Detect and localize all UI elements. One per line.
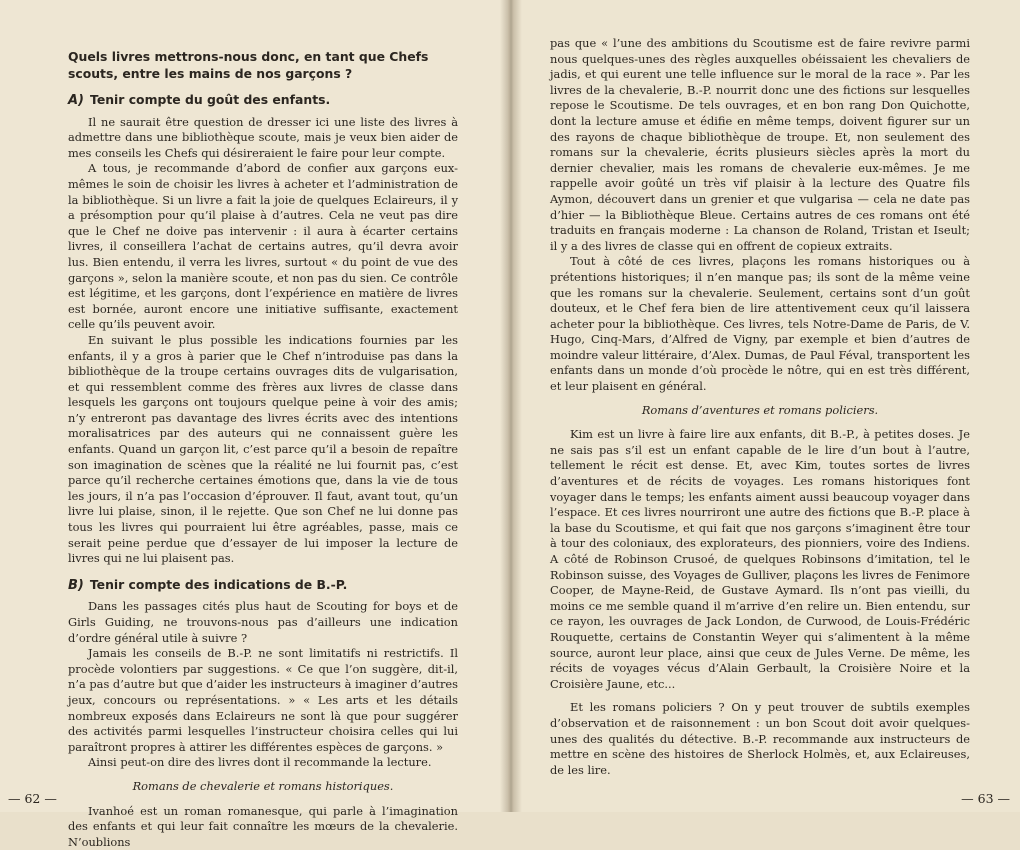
paragraph: En suivant le plus possible les indications fournies par les enfants, il y a gros à parier que le Chef n’introduise pas dans la bibliothèque de la troupe certains ouvrages dits de vulgarisation, et qui ressemblent comme des frères aux livres de classe dans lesquels les garçons ont toujours quelque peine à voir des amis; n’y entreront pas davantage des livres écrits avec des intentions moralisatrices par des auteurs qui ne connaissent guère les enfants. Quand un garçon lit, c’est parce qu’il a besoin de repaître son imagination de scènes que la réalité ne lui fournit pas, c’est parce qu’il recherche certaines émotions que, dans la vie de tous les jours, il n’a pas l’occasion d’éprouver. Il faut, avant tout, qu’un livre lui plaise, sinon, il le rejette. Que son Chef ne lui donne pas tous les livres qui pourraient lui être agréables, passe, mais ce serait peine perdue que d’essayer de lui imposer la lecture de livres qui ne lui plaisent pas.	[68, 332, 458, 566]
section-b-marker: B)	[68, 577, 84, 593]
book-gutter	[500, 0, 522, 812]
page-number: — 63 —	[961, 791, 1010, 806]
section-a-marker: A)	[68, 93, 85, 108]
paragraph: Et les romans policiers ? On y peut trouver de subtils exemples d’observation et de raisonnement : un bon Scout doit avoir quelques-unes des qualités du détective. B.-P. recommande aux instructeurs de mettre en scène des histoires de Sherlock Holmès, et, aux Eclaireuses, de les lire.	[550, 700, 970, 777]
section-b-heading	[68, 577, 458, 594]
paragraph: Ainsi peut-on dire des livres dont il recommande la lecture.	[88, 755, 432, 770]
right-page	[510, 0, 1020, 812]
paragraph: Il ne saurait être question de dresser ici une liste des livres à admettre dans une bibliothèque scoute, mais je veux bien aider de mes conseils les Chefs qui désireraient le faire pour leur compte.	[68, 114, 458, 160]
paragraph: Kim est un livre à faire lire aux enfants, dit B.-P., à petites doses. Je ne sais pas s’il est un enfant capable de le lire d’un bout à l’autre, tellement le récit est dense. Et, avec Kim, toutes sortes de livres d’aventures et de récits de voyages. Les romans historiques font voyager dans le temps; les enfants aiment aussi beaucoup voyager dans l’espace. Et ces livres nourriront une autre des fictions que B.-P. place à la base du Scoutisme, et qui fait que nos garçons s’imaginent être tour à tour des coloniaux, des explorateurs, des pionniers, voire des Indiens. A côté de Robinson Crusoé, de quelques Robinsons d’imitation, tel le Robinson suisse, des Voyages de Gulliver, plaçons les livres de Fenimore Cooper, de Mayne-Reid, de Gustave Aymard. Ils n’ont pas vieilli, du moins ce me semble quand il m’arrive d’en relire un. Bien entendu, sur ce rayon, les ouvrages de Jack London, de Curwood, de Louis-Frédéric Rouquette, certains de Constantin Weyer qui s’alimentent à la même source, auront leur place, ainsi que ceux de Jules Verne. De même, les récits de voyages vécus d’Alain Gerbault, la Croisière Noire et la Croisière Jaune, etc...	[550, 427, 970, 691]
paragraph: Dans les passages cités plus haut de Scouting for boys et de Girls Guiding, ne trouvons-nous pas d’ailleurs une indication d’ordre général utile à suivre ?	[68, 599, 458, 645]
section-a-title: Tenir compte du goût des enfants.	[90, 92, 331, 107]
chapter-question: Quels livres mettrons-nous donc, en tant que Chefs scouts, entre les mains de nos garçons ?	[68, 49, 429, 81]
left-page-text	[68, 38, 458, 850]
right-page-text	[550, 36, 970, 778]
subheading: Romans d’aventures et romans policiers.	[641, 402, 879, 417]
section-a-heading	[68, 92, 458, 109]
left-page	[0, 0, 508, 849]
paragraph: pas que « l’une des ambitions du Scoutisme est de faire revivre parmi nous quelques-unes des règles auxquelles obéissaient les chevaliers de jadis, et qui eurent une telle influence sur le moral de la race ». Par les livres de la chevalerie, B.-P. nourrit donc une des fictions sur lesquelles repose le Scoutisme. De tels ouvrages, et en bon rang Don Quichotte, dont la lecture amuse et édifie en même temps, doivent figurer sur un des rayons de chaque bibliothèque de troupe. Et, non seulement des romans sur la chevalerie, écrits plusieurs siècles après la mort du dernier chevalier, mais les romans de chevalerie eux-mêmes. Je me rappelle avoir goûté un très vif plaisir à la lecture des Quatre fils Aymon, découvert dans un grenier et que vulgarisa — cela ne date pas d’hier — la Bibliothèque Bleue. Certains autres de ces romans ont été traduits en français moderne : La chanson de Roland, Tristan et Iseult; il y a des livres de classe qui en offrent de copieux extraits.	[550, 36, 970, 253]
paragraph: A tous, je recommande d’abord de confier aux garçons eux-mêmes le soin de choisir les livres à acheter et l’administration de la bibliothèque. Si un livre a fait la joie de quelques Eclaireurs, il y a présomption pour qu’il plaise à d’autres. Cela ne veut pas dire que le Chef ne doive pas intervenir : il aura à écarter certains livres, il conseillera l’achat de certains autres, qu’il devra avoir lus. Bien entendu, il verra les livres, surtout « du point de vue des garçons », selon la manière scoute, et non pas du sien. Ce contrôle est légitime, et les garçons, dont l’expérience en matière de livres est bornée, auront encore une initiative suffisante, exactement celle qu’ils peuvent avoir.	[68, 161, 458, 332]
subheading: Romans de chevalerie et romans historiques.	[132, 778, 394, 793]
paragraph: Jamais les conseils de B.-P. ne sont limitatifs ni restrictifs. Il procède volontiers par suggestions. « Ce que l’on suggère, dit-il, n’a pas d’autre but que d’aider les instructeurs à imaginer d’autres jeux, concours ou représentations. » « Les arts et les détails nombreux exposés dans Eclaireurs ne sont là que pour suggérer des activités parmi lesquelles l’instructeur choisira celles qui lui paraîtront propres à attirer les différentes espèces de garçons. »	[68, 646, 458, 754]
page-number: — 62 —	[8, 791, 57, 806]
section-b-title: Tenir compte des indications de B.-P.	[89, 576, 348, 592]
paragraph: Ivanhoé est un roman romanesque, qui parle à l’imagination des enfants et qui leur fait connaître les mœurs de la chevalerie. N’oublions	[68, 803, 458, 849]
paragraph: Tout à côté de ces livres, plaçons les romans historiques ou à prétentions historiques; il n’en manque pas; ils sont de la même veine que les romans sur la chevalerie. Seulement, certains sont d’un goût douteux, et le Chef fera bien de lire attentivement ceux qu’il laissera acheter pour la bibliothèque. Ces livres, tels Notre-Dame de Paris, de V. Hugo, Cinq-Mars, d’Alfred de Vigny, par exemple et bien d’autres de moindre valeur littéraire, d’Alex. Dumas, de Paul Féval, transportent les enfants dans un monde d’où procède le nôtre, qui en est très différent, et leur plaisent en général.	[550, 254, 970, 394]
